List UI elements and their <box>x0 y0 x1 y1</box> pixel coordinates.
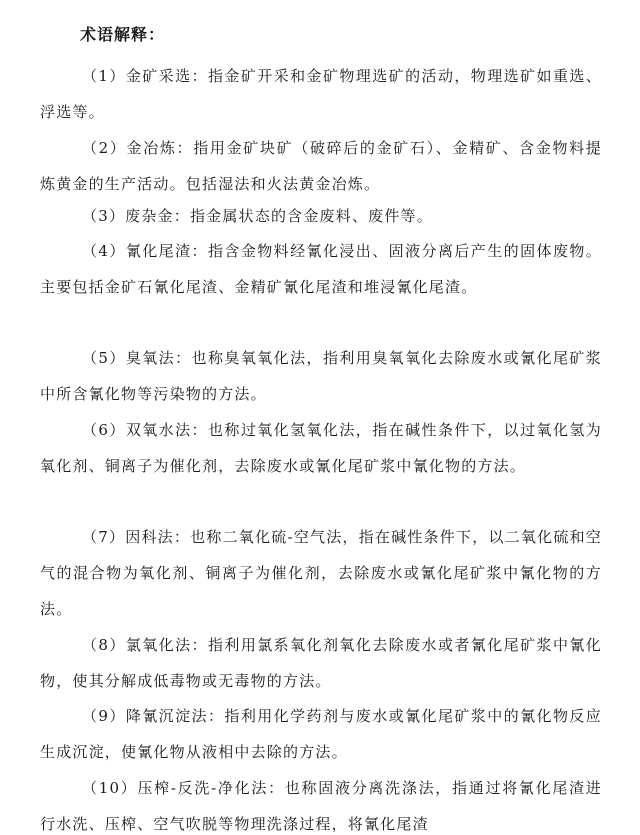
term-item-4: （4）氰化尾渣：指含金物料经氰化浸出、固液分离后产生的固体废物。主要包括金矿石氰化尾渣、金精矿氰化尾渣和堆浸氰化尾渣。 <box>40 242 602 296</box>
term-item-5: （5）臭氧法：也称臭氧氧化法，指利用臭氧氧化去除废水或氰化尾矿浆中所含氰化物等污染物的方法。 <box>40 349 602 403</box>
term-item-7: （7）因科法：也称二氧化硫-空气法，指在碱性条件下，以二氧化硫和空气的混合物为氧化剂、铜离子为催化剂，去除废水或氰化尾矿浆中氰化物的方法。 <box>40 528 602 618</box>
term-item-6: （6）双氧水法：也称过氧化氢氧化法，指在碱性条件下，以过氧化氢为氧化剂、铜离子为催化剂，去除废水或氰化尾矿浆中氰化物的方法。 <box>40 421 602 475</box>
term-item-1: （1）金矿采选：指金矿开采和金矿物理选矿的活动，物理选矿如重选、浮选等。 <box>40 67 602 121</box>
term-item-9: （9）降氰沉淀法：指利用化学药剂与废水或氰化尾矿浆中的氰化物反应生成沉淀，使氰化物从液相中去除的方法。 <box>40 707 602 761</box>
term-item-2: （2）金冶炼：指用金矿块矿（破碎后的金矿石）、金精矿、含金物料提炼黄金的生产活动。包括湿法和火法黄金冶炼。 <box>40 139 602 193</box>
term-item-8: （8）氯氧化法：指利用氯系氧化剂氧化去除废水或者氰化尾矿浆中氰化物，使其分解成低毒物或无毒物的方法。 <box>40 636 602 690</box>
section-heading: 术语解释： <box>80 25 166 44</box>
term-item-3: （3）废杂金：指金属状态的含金废料、废件等。 <box>82 207 433 225</box>
term-item-10: （10）压榨-反洗-净化法：也称固液分离洗涤法，指通过将氰化尾渣进行水洗、压榨、空气吹脱等物理洗涤过程，将氰化尾渣 <box>40 779 602 833</box>
